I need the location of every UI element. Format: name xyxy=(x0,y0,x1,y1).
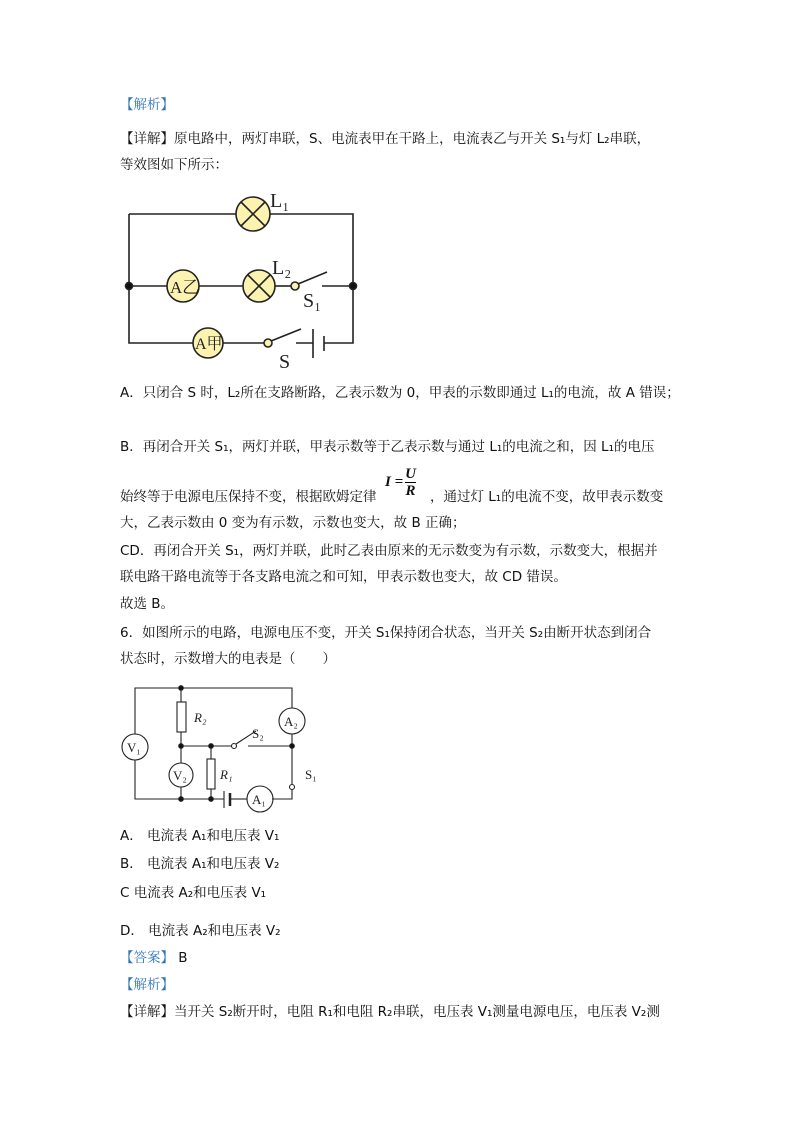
option-cd-analysis: CD．再闭合开关 S₁，两灯并联，此时乙表由原来的无示数变为有示数，示数变大，根据并 xyxy=(120,543,658,559)
equivalent-circuit-figure xyxy=(126,197,357,358)
formula-lhs: I = xyxy=(385,473,404,490)
choice-d: D． 电流表 A₂和电压表 V₂ xyxy=(120,923,281,939)
choice-a: A． 电流表 A₁和电压表 V₁ xyxy=(120,828,280,844)
option-a-analysis: A．只闭合 S 时，L₂所在支路断路，乙表示数为 0，甲表的示数即通过 L₁的电流，故 A 错误； xyxy=(120,385,680,401)
formula-denominator: R xyxy=(405,483,416,499)
option-b-analysis: ，通过灯 L₁的电流不变，故甲表示数变 xyxy=(430,489,664,505)
conclusion: 故选 B。 xyxy=(120,596,175,612)
option-b-analysis: 大，乙表示数由 0 变为有示数，示数也变大，故 B 正确； xyxy=(120,515,466,531)
label-r2: R₂ xyxy=(194,710,207,725)
label-a1: A₁ xyxy=(252,792,266,807)
label-v1: V₁ xyxy=(127,740,141,755)
option-b-analysis: 始终等于电源电压保持不变，根据欧姆定律 xyxy=(120,489,377,505)
label-a-jia: A甲 xyxy=(195,336,223,353)
label-r1: R₁ xyxy=(220,767,233,782)
question6-circuit-figure xyxy=(122,686,305,812)
label-a-yi: A乙 xyxy=(170,278,200,297)
analysis-heading: 【解析】 xyxy=(120,977,174,993)
answer-value: B xyxy=(178,950,188,966)
label-s1: S₁ xyxy=(305,767,317,782)
lamp-l1-icon xyxy=(236,197,270,231)
label-l1: L₁ xyxy=(270,190,290,212)
question-stem: 状态时，示数增大的电表是（ ） xyxy=(120,651,336,667)
question-stem: 6．如图所示的电路，电源电压不变，开关 S₁保持闭合状态，当开关 S₂由断开状态到闭合 xyxy=(120,625,652,641)
lamp-l2-icon xyxy=(243,270,275,302)
analysis-heading: 【解析】 xyxy=(120,97,174,113)
choice-c: C 电流表 A₂和电压表 V₁ xyxy=(120,885,267,901)
label-l2: L₂ xyxy=(272,257,292,279)
label-s1: S₁ xyxy=(303,290,322,312)
detail-text: 【详解】当开关 S₂断开时，电阻 R₁和电阻 R₂串联，电压表 V₁测量电源电压，电压表 V₂测 xyxy=(120,1004,660,1020)
label-a2: A₂ xyxy=(284,714,298,729)
answer-label: 【答案】 xyxy=(120,950,174,966)
option-cd-analysis: 联电路干路电流等于各支路电流之和可知，甲表示数也变大，故 CD 错误。 xyxy=(120,569,567,585)
label-s2: S₂ xyxy=(252,726,264,741)
label-s: S xyxy=(279,351,291,373)
formula-numerator: U xyxy=(405,466,416,482)
option-b-analysis: B．再闭合开关 S₁，两灯并联，甲表示数等于乙表示数与通过 L₁的电流之和，因 L₁的电压 xyxy=(120,439,655,455)
choice-b: B． 电流表 A₁和电压表 V₂ xyxy=(120,856,280,872)
detail-text: 【详解】原电路中，两灯串联，S、电流表甲在干路上，电流表乙与开关 S₁与灯 L₂串联， xyxy=(120,131,651,147)
answer-line xyxy=(120,949,188,967)
detail-text: 等效图如下所示： xyxy=(120,157,228,173)
label-v2: V₂ xyxy=(173,768,187,783)
ohms-law-formula xyxy=(385,466,416,499)
